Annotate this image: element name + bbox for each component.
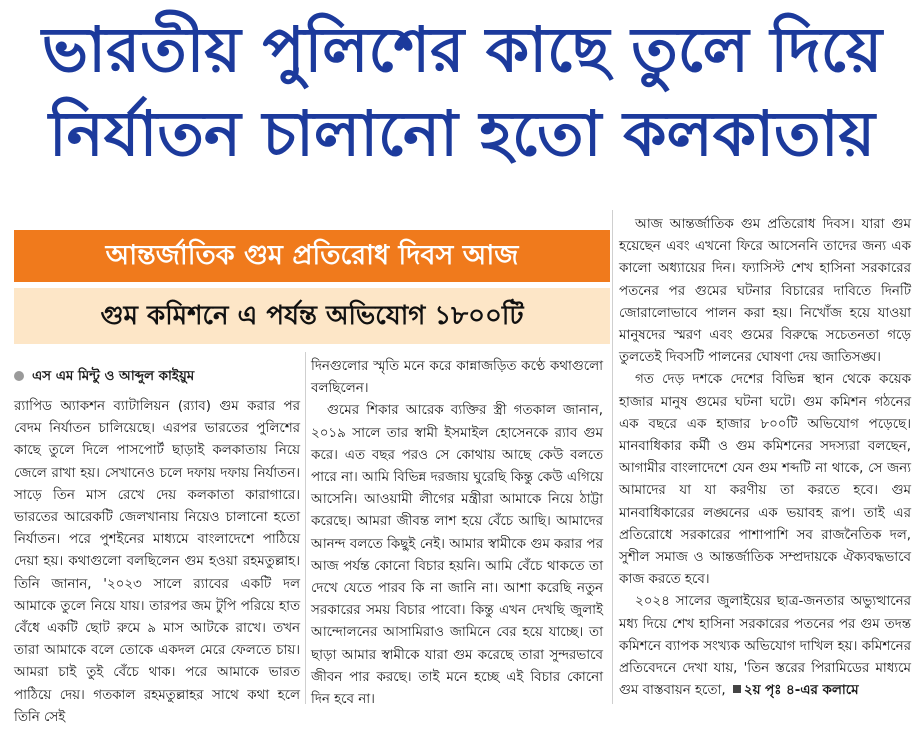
paragraph: দিনগুলোর স্মৃতি মনে করে কান্নাজড়িত কণ্ঠে কথাগুলো বলছিলেন। <box>311 359 603 397</box>
headline-line-1: ভারতীয় পুলিশের কাছে তুলে দিয়ে <box>41 13 883 86</box>
paragraph: র‌্যাপিড অ্যাকশন ব্যাটালিয়ন (র‌্যাব) গুম করার পর বেদম নির্যাতন চালিয়েছে। এরপর ভারতের পুলিশের কাছে তুলে দিলে পাসপোর্ট ছাড়াই কলকাতায় নিয়ে জেলে রাখা হয়। সেখানেও চলে দফায় দফায় নির্যাতন। সাড়ে তিন মাস রেখে দেয় কলকাতা কারাগারে। ভারতের আরেকটি জেলখানায় নিয়েও চালানো হতো নির্যাতন। পরে পুশইনের মাধ্যমে বাংলাদেশে পাঠিয়ে দেয়া হয়। কথাগুলো বলছিলেন গুম হওয়া রহমতুল্লাহ। তিনি জানান, '২০২৩ সালে র‌্যাবের একটি দল আমাকে তুলে নিয়ে যায়। তারপর জম টুপি পরিয়ে হাত বেঁধে একটি ছোট রুমে ৯ মাস আটকে রাখে। তখন তারা আমাকে বলে তোকে একদল মেরে ফেলতে চায়। আমরা চাই তুই বেঁচে থাক। পরে আমাকে ভারত পাঠিয়ে দেয়। গতকাল রহমতুল্লাহর সাথে কথা হলে তিনি সেই <box>14 399 300 725</box>
continuation-text: ২য় পৃঃ ৪-এর কলামে <box>743 683 859 699</box>
subheadline-banner: গুম কমিশনে এ পর্যন্ত অভিযোগ ১৮০০টি <box>14 288 610 344</box>
square-icon <box>733 685 741 693</box>
paragraph: আজ আন্তর্জাতিক গুম প্রতিরোধ দিবস। যারা গুম হয়েছেন এবং এখনো ফিরে আসেননি তাদের জন্য এক কালো অধ্যায়ের দিন। ফ্যাসিস্ট শেখ হাসিনা সরকারের পতনের পর গুমের ঘটনার বিচারের দাবিতে দিনটি জোরালোভাবে পালন করা হয়। নিখোঁজ হয়ে যাওয়া মানুষদের স্মরণ এবং গুমের বিরুদ্ধে সচেতনতা গড়ে তুলতেই দিবসটি পালনের ঘোষণা দেয় জাতিসঙ্ঘ। <box>619 217 911 366</box>
headline-line-2: নির্যাতন চালানো হতো কলকাতায় <box>48 97 876 170</box>
article-column-1 <box>14 366 300 729</box>
column-divider <box>305 352 306 704</box>
orange-banner: আন্তর্জাতিক গুম প্রতিরোধ দিবস আজ <box>14 230 610 282</box>
column-divider <box>612 210 613 704</box>
byline <box>14 366 300 388</box>
paragraph: গুমের শিকার আরেক ব্যক্তির স্ত্রী গতকাল জানান, ২০১৯ সালে তার স্বামী ইসমাইল হোসেনকে র‌্যাব গুম করে। এত বছর পরও সে কোথায় আছে কেউ বলতে পারে না। আমি বিভিন্ন দরজায় ঘুরেছি কিন্তু কেউ এগিয়ে আসেনি। আওয়ামী লীগের মন্ত্রীরা আমাকে নিয়ে ঠাট্টা করেছে। আমরা জীবন্ত লাশ হয়ে বেঁচে আছি। আমাদের আনন্দ বলতে কিছুই নেই। আমার স্বামীকে গুম করার পর আজ পর্যন্ত কোনো বিচার হয়নি। আমি বেঁচে থাকতে তা দেখে যেতে পারব কি না জানি না। আশা করেছি নতুন সরকারের সময় বিচার পাবো। কিন্তু এখন দেখছি জুলাই আন্দোলনের আসামিরাও জামিনে বের হয়ে যাচ্ছে। তা ছাড়া আমার স্বামীকে যারা গুম করেছে তারা সুন্দরভাবে জীবন পার করছে। তাই মনে হচ্ছে এই বিচার কোনো দিন হবে না। <box>311 403 603 708</box>
bullet-icon <box>14 371 24 381</box>
paragraph <box>619 591 911 702</box>
paragraph: গত দেড় দশকে দেশের বিভিন্ন স্থান থেকে কয়েক হাজার মানুষ গুমের ঘটনা ঘটে। গুম কমিশন গঠনের এক বছরে এক হাজার ৮০০টি অভিযোগ পড়েছে। মানবাধিকার কর্মী ও গুম কমিশনের সদস্যরা বলছেন, আগামীর বাংলাদেশে যেন গুম শব্দটি না থাকে, সে জন্য আমাদের যা যা করণীয় তা করতে হবে। গুম মানবাধিকারের লঙ্ঘনের এক ভয়াবহ রূপ। তাই এর প্রতিরোধে সরকারের পাশাপাশি সব রাজনৈতিক দল, সুশীল সমাজ ও আন্তর্জাতিক সম্প্রদায়কে ঐক্যবদ্ধভাবে কাজ করতে হবে। <box>619 372 911 588</box>
article-column-3 <box>619 214 911 702</box>
continuation-jump[interactable] <box>730 683 859 698</box>
article-column-2 <box>311 356 603 711</box>
headline <box>0 8 924 176</box>
paragraph-text: ২০২৪ সালের জুলাইয়ের ছাত্র-জনতার অভ্যুত্থানের মধ্য দিয়ে শেখ হাসিনা সরকারের পতনের পর গুম তদন্ত কমিশনে ব্যাপক সংখ্যক অভিযোগ দাখিল হয়। কমিশনের প্রতিবেদনে দেখা যায়, 'তিন স্তরের পিরামিডের মাধ্যমে গুম বাস্তবায়ন হতো, <box>619 594 911 699</box>
byline-text: এস এম মিন্টু ও আব্দুল কাইয়ুম <box>32 369 195 384</box>
